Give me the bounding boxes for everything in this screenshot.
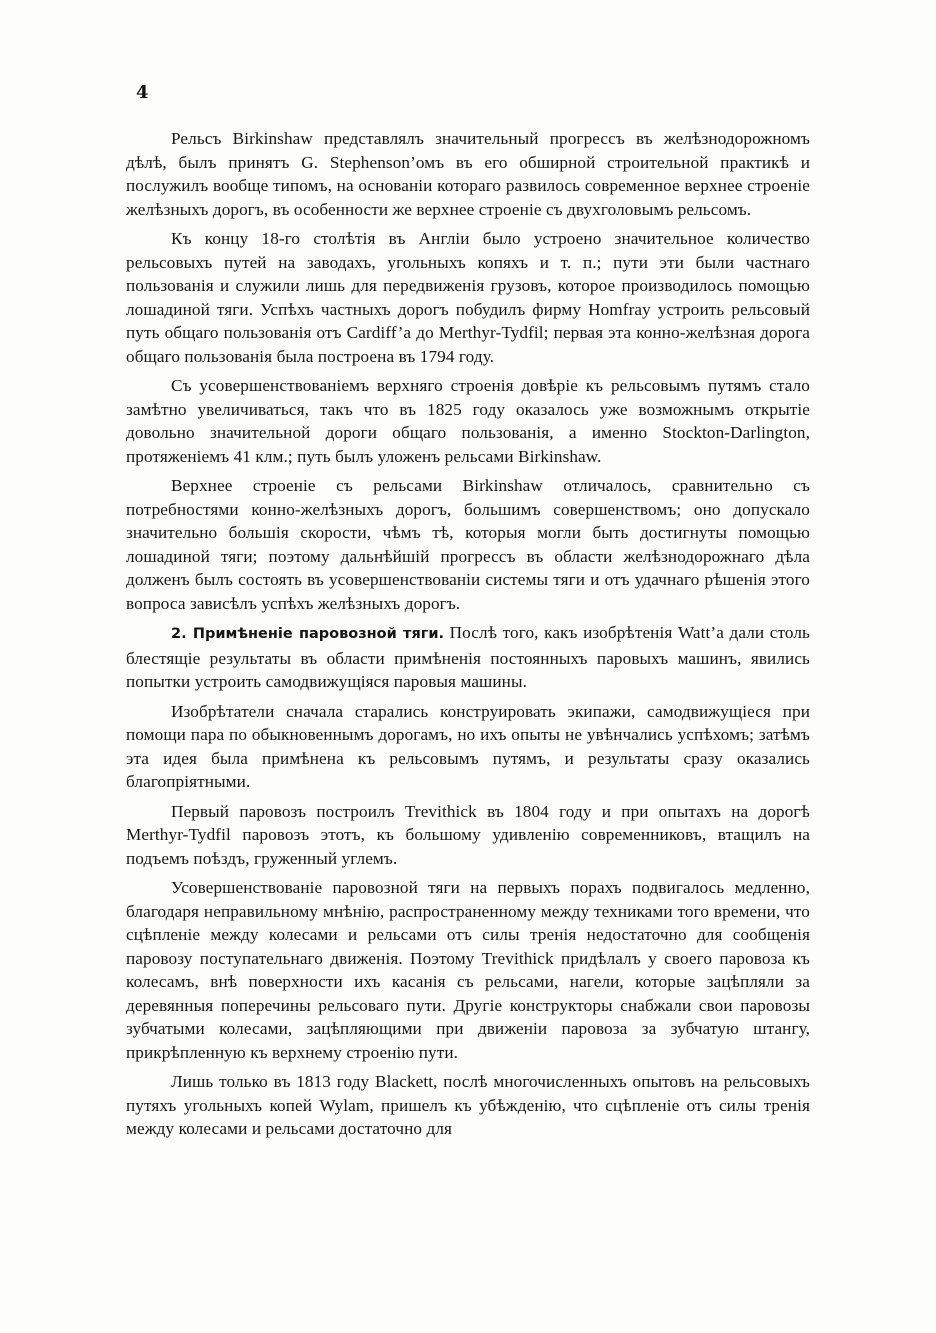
paragraph-stockton-darlington: Съ усовершенствованіемъ верхняго строенія довѣріе къ рельсовымъ путямъ стало замѣтно увеличиваться, такъ что въ 1825 году оказалось уже возможнымъ открытіе довольно значительной дороги общаго пользованія, а именно Stockton-Darlington, протяженіемъ 41 клм.; путь былъ уложенъ рельсами Birkinshaw. bbox=[126, 376, 810, 466]
paragraph-england-18th-century: Къ концу 18-го столѣтія въ Англіи было устроено значительное количество рельсовыхъ путей на заводахъ, угольныхъ копяхъ и т. п.; пути эти были частнаго пользованія и служили лишь для передвиженія грузовъ, которое производилось помощью лошадиной тяги. Успѣхъ частныхъ дорогъ побудилъ фирму Homfray устроить рельсовый путь общаго пользованія отъ Cardiff’а до Merthyr-Tydfil; первая эта конно-желѣзная дорога общаго пользованія была построена въ 1794 году. bbox=[126, 229, 810, 366]
paragraph-trevithick-first-locomotive: Первый паровозъ построилъ Trevithick въ 1804 году и при опытахъ на дорогѣ Merthyr-Tydfil паровозъ этотъ, къ большому удивленію современниковъ, втащилъ на подъемъ поѣздъ, груженный углемъ. bbox=[126, 801, 810, 868]
paragraph-traction-improvement: Усовершенствованіе паровозной тяги на первыхъ порахъ подвигалось медленно, благодаря неправильному мнѣнію, распространенному между техниками того времени, что сцѣпленіе между колесами и рельсами отъ силы тренія недостаточно для сообщенія паровозу поступательнаго движенія. Поэтому Trevithick придѣлалъ у своего паровоза къ колесамъ, внѣ поверхности ихъ касанія съ рельсами, нагели, которые зацѣпляли за деревянныя поперечины рельсоваго пути. Другіе конструкторы снабжали свои паровозы зубчатыми колесами, зацѣпляющими при движеніи паровоза за зубчатую штангу, прикрѣпленную къ верхнему строенію пути. bbox=[126, 878, 810, 1062]
paragraph-birkinshaw-rail: Рельсъ Birkinshaw представлялъ значительный прогрессъ въ желѣзнодорожномъ дѣлѣ, былъ принятъ G. Stephenson’омъ въ его обширной строительной практикѣ и послужилъ вообще типомъ, на основаніи котораго развилось современное верхнее строеніе желѣзныхъ дорогъ, въ особенности же верхнее строеніе съ двухголовымъ рельсомъ. bbox=[126, 129, 810, 219]
paragraph-blackett: Лишь только въ 1813 году Blackett, послѣ многочисленныхъ опытовъ на рельсовыхъ путяхъ угольныхъ копей Wylam, пришелъ къ убѣжденію, что сцѣпленіе отъ силы тренія между колесами и рельсами достаточно для bbox=[126, 1072, 810, 1138]
body-text bbox=[126, 127, 810, 1147]
paragraph-inventors: Изобрѣтатели сначала старались конструировать экипажи, самодвижущіеся при помощи пара по обыкновеннымъ дорогамъ, но ихъ опыты не увѣнчались успѣхомъ; затѣмъ эта идея была примѣнена къ рельсовымъ путямъ, и результаты сразу оказались благопріятными. bbox=[126, 701, 810, 791]
section-lead-text: Послѣ того, какъ изобрѣтенія Watt’а дали столь блестящіе результаты въ области примѣненія постоянныхъ паровыхъ машинъ, явились попытки устроить самодвижущіяся паровыя машины. bbox=[126, 623, 810, 691]
page-number: 4 bbox=[136, 82, 149, 103]
section-paragraph-steam-traction bbox=[126, 621, 810, 694]
section-heading: 2. Примѣненіе паровозной тяги. bbox=[171, 626, 444, 642]
paragraph-birkinshaw-superstructure: Верхнее строеніе съ рельсами Birkinshaw отличалось, сравнительно съ потребностями конно-желѣзныхъ дорогъ, большимъ совершенствомъ; оно допускало значительно большія скорости, чѣмъ тѣ, которыя могли быть достигнуты помощью лошадиной тяги; поэтому дальнѣйшій прогрессъ въ области желѣзнодорожнаго дѣла долженъ былъ состоять въ усовершенствованіи системы тяги и отъ удачнаго рѣшенія этого вопроса зависѣлъ успѣхъ желѣзныхъ дорогъ. bbox=[126, 476, 810, 613]
